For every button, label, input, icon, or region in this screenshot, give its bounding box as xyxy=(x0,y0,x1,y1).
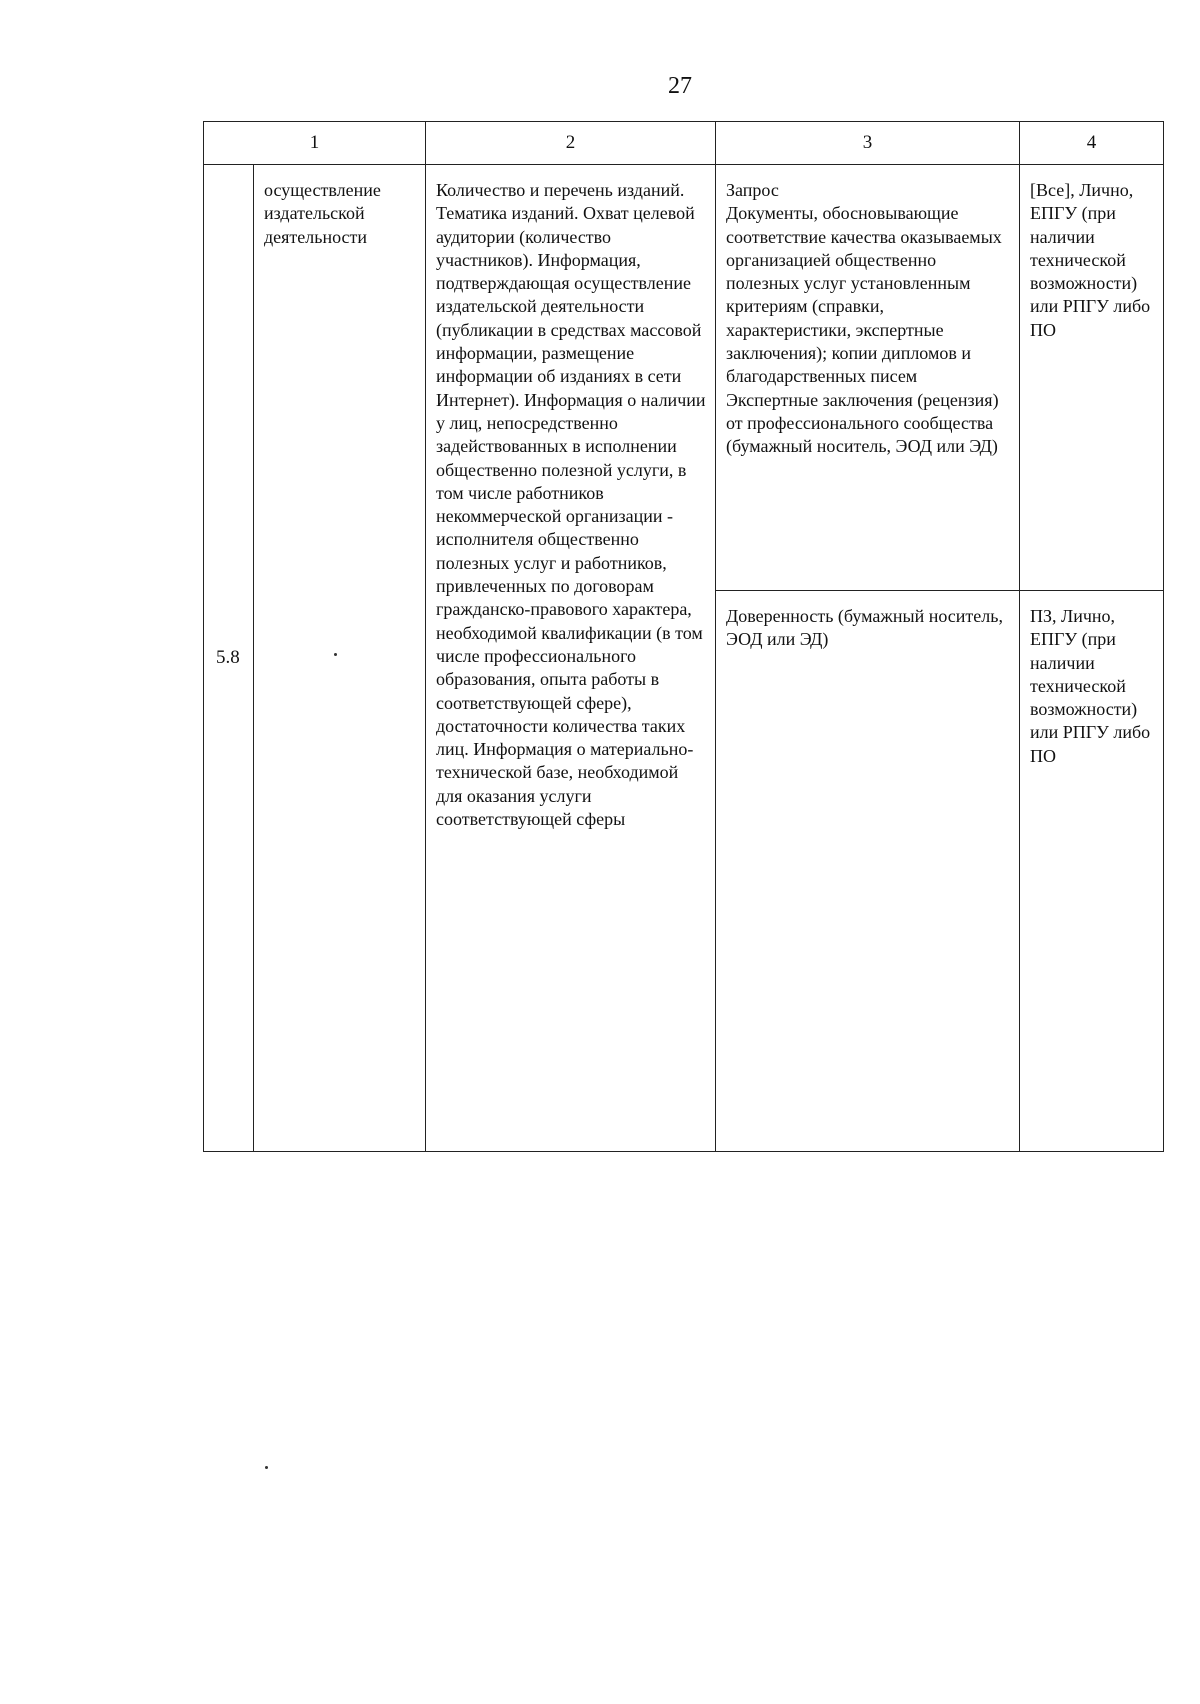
method-text-2: ПЗ, Лично, ЕПГУ (при наличии технической возможности) или РПГУ либо ПО xyxy=(1030,606,1151,766)
documents-request-label: Запрос xyxy=(726,180,779,200)
scan-dot xyxy=(265,1466,268,1469)
page-number: 27 xyxy=(668,73,692,99)
criteria-cell xyxy=(426,165,716,1152)
criteria-text: Количество и перечень изданий. Тематика изданий. Охват целевой аудитории (количество участников). Информация, подтверждающая осуществление издательской деятельности (публикации в средствах массовой информации, размещение информации об изданиях в сети Интернет). Информация о наличии у лиц, непосредственно задействованных в исполнении общественно полезной услуги, в том числе работников некоммерческой организации - исполнителя общественно полезных услуг и работников, привлеченных по договорам гражданско-правового характера, необходимой квалификации (в том числе профессионального образования, опыта работы в соответствующей сфере), достаточности количества таких лиц. Информация о материально-технической базе, необходимой для оказания услуги соответствующей сферы xyxy=(436,180,706,830)
row-number-cell xyxy=(204,165,254,1152)
header-cell-1: 1 xyxy=(204,122,426,165)
method-cell-2 xyxy=(1020,591,1164,1152)
header-cell-4: 4 xyxy=(1020,122,1164,165)
activity-cell xyxy=(254,165,426,1152)
method-cell-1 xyxy=(1020,165,1164,591)
header-cell-3: 3 xyxy=(716,122,1020,165)
method-text-1: [Все], Лично, ЕПГУ (при наличии технической возможности) или РПГУ либо ПО xyxy=(1030,180,1151,340)
documents-cell-2 xyxy=(716,591,1020,1152)
header-cell-2: 2 xyxy=(426,122,716,165)
activity-text: осуществление издательской деятельности xyxy=(264,180,381,247)
row-number: 5.8 xyxy=(216,647,240,669)
table-header-row xyxy=(204,122,1164,165)
documents-list-text: Документы, обосновывающие соответствие качества оказываемых организацией общественно полезных услуг установленным критериям (справки, характеристики, экспертные заключения); копии дипломов и благодарственных писем Экспертные заключения (рецензия) от профессионального сообщества (бумажный носитель, ЭОД или ЭД) xyxy=(726,203,1002,457)
document-table xyxy=(203,121,1164,1152)
table-row xyxy=(204,165,1164,591)
scan-dot xyxy=(334,653,337,656)
documents-text-2: Доверенность (бумажный носитель, ЭОД или ЭД) xyxy=(726,606,1003,650)
documents-cell-1 xyxy=(716,165,1020,591)
